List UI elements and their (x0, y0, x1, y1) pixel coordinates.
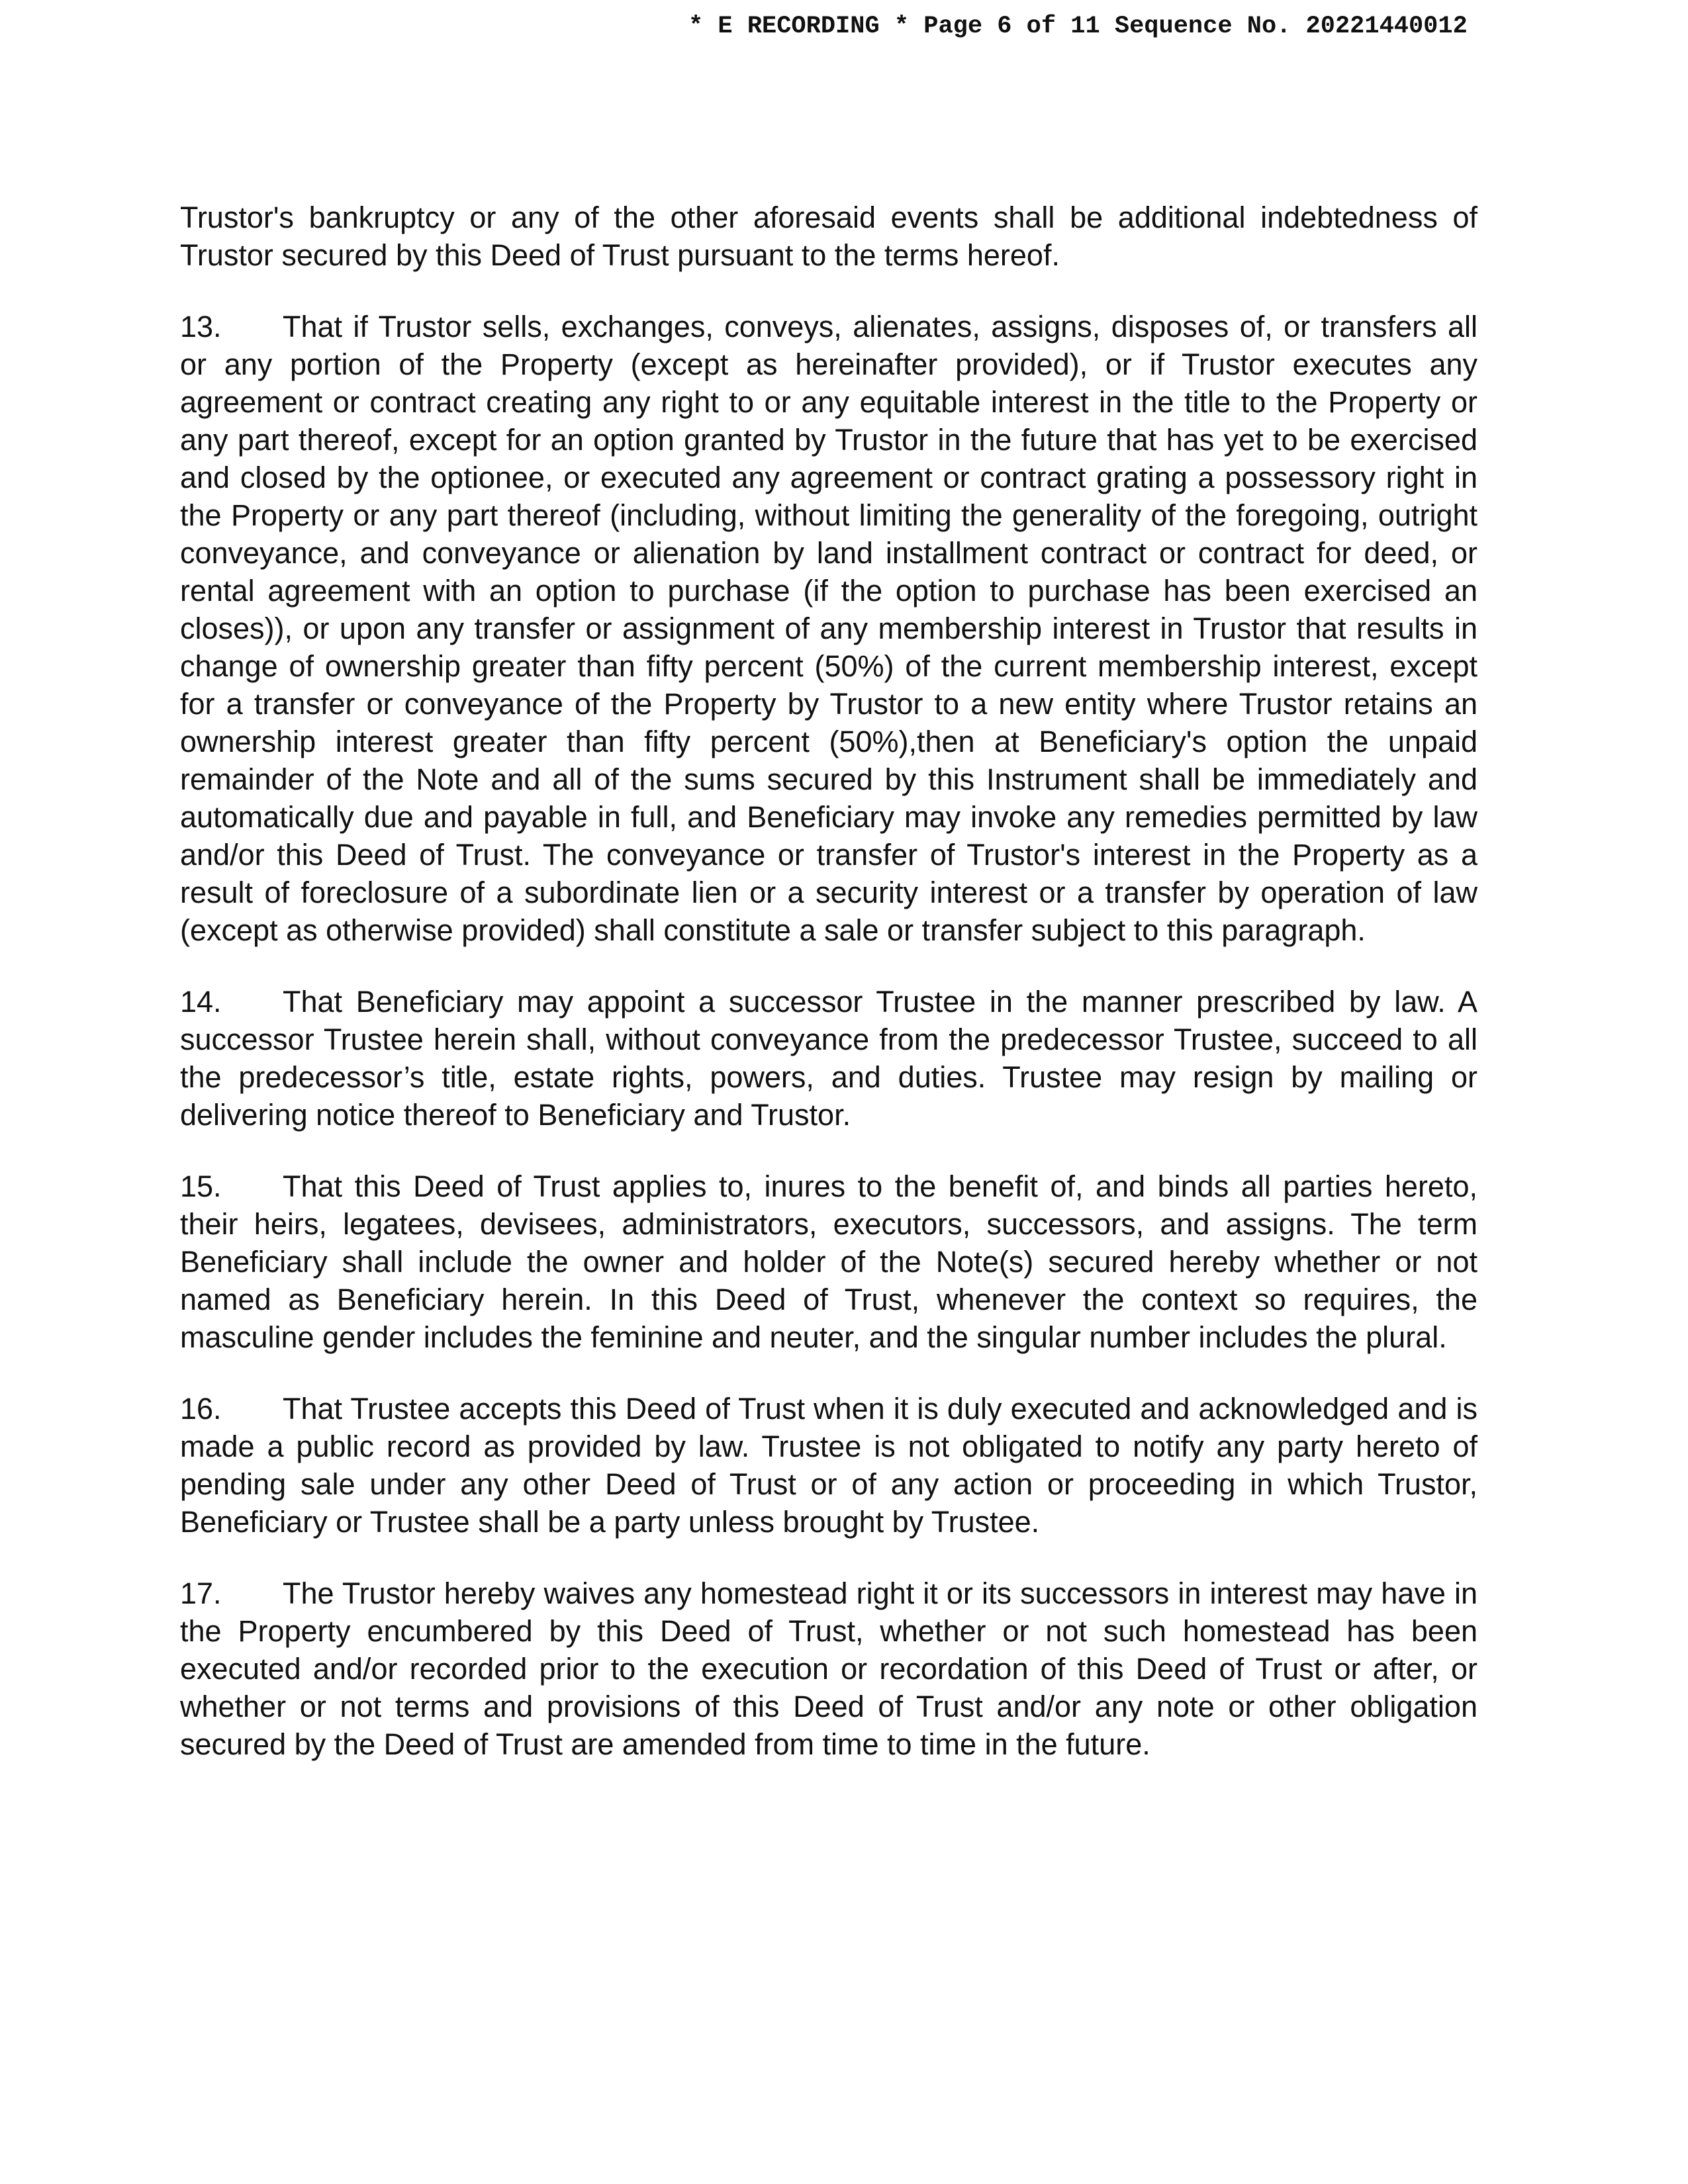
paragraph-text: That Beneficiary may appoint a successor Trustee in the manner prescribed by law. A successor Trustee herein shall, without conveyance from the predecessor Trustee, succeed to all the predecessor’s title, estate rights, powers, and duties. Trustee may resign by mailing or delivering notice thereof to Beneficiary and Trustor. (180, 985, 1477, 1132)
paragraph-17 (180, 1574, 1477, 1763)
paragraph-text: That if Trustor sells, exchanges, conveys, alienates, assigns, disposes of, or transfers all or any portion of the Property (except as hereinafter provided), or if Trustor executes any agreement or contract creating any right to or any equitable interest in the title to the Property or any part thereof, except for an option granted by Trustor in the future that has yet to be exercised and closed by the optionee, or executed any agreement or contract grating a possessory right in the Property or any part thereof (including, without limiting the generality of the foregoing, outright conveyance, and conveyance or alienation by land installment contract or contract for deed, or rental agreement with an option to purchase (if the option to purchase has been exercised an closes)), or upon any transfer or assignment of any membership interest in Trustor that results in change of ownership greater than fifty percent (50%) of the current membership interest, except for a transfer or conveyance of the Property by Trustor to a new entity where Trustor retains an ownership interest greater than fifty percent (50%),then at Beneficiary's option the unpaid remainder of the Note and all of the sums secured by this Instrument shall be immediately and automatically due and payable in full, and Beneficiary may invoke any remedies permitted by law and/or this Deed of Trust. The conveyance or transfer of Trustor's interest in the Property as a result of foreclosure of a subordinate lien or a security interest or a transfer by operation of law (except as otherwise provided) shall constitute a sale or transfer subject to this paragraph. (180, 310, 1477, 947)
paragraph-15 (180, 1167, 1477, 1356)
paragraph-14 (180, 983, 1477, 1134)
paragraph-number: 17. (180, 1576, 222, 1610)
paragraph-16 (180, 1390, 1477, 1541)
paragraph-text: The Trustor hereby waives any homestead right it or its successors in interest may have in the Property encumbered by this Deed of Trust, whether or not such homestead has been executed and/or recorded prior to the execution or recordation of this Deed of Trust or after, or whether or not terms and provisions of this Deed of Trust and/or any note or other obligation secured by the Deed of Trust are amended from time to time in the future. (180, 1576, 1477, 1761)
paragraph-number: 16. (180, 1392, 222, 1426)
paragraph-text: That this Deed of Trust applies to, inures to the benefit of, and binds all parties hereto, their heirs, legatees, devisees, administrators, executors, successors, and assigns. The term Beneficiary shall include the owner and holder of the Note(s) secured hereby whether or not named as Beneficiary herein. In this Deed of Trust, whenever the context so requires, the masculine gender includes the feminine and neuter, and the singular number includes the plural. (180, 1169, 1477, 1354)
paragraph-13 (180, 308, 1477, 949)
paragraph-text: That Trustee accepts this Deed of Trust when it is duly executed and acknowledged and is made a public record as provided by law. Trustee is not obligated to notify any party hereto of pending sale under any other Deed of Trust or of any action or proceeding in which Trustor, Beneficiary or Trustee shall be a party unless brought by Trustee. (180, 1392, 1477, 1539)
recording-header: * E RECORDING * Page 6 of 11 Sequence No. 20221440012 (688, 13, 1468, 40)
paragraph-number: 14. (180, 985, 222, 1019)
continuation-paragraph: Trustor's bankruptcy or any of the other aforesaid events shall be additional indebtedness of Trustor secured by this Deed of Trust pursuant to the terms hereof. (180, 201, 1477, 272)
paragraph-number: 15. (180, 1169, 222, 1203)
document-body (180, 199, 1477, 1797)
paragraph-number: 13. (180, 310, 222, 343)
